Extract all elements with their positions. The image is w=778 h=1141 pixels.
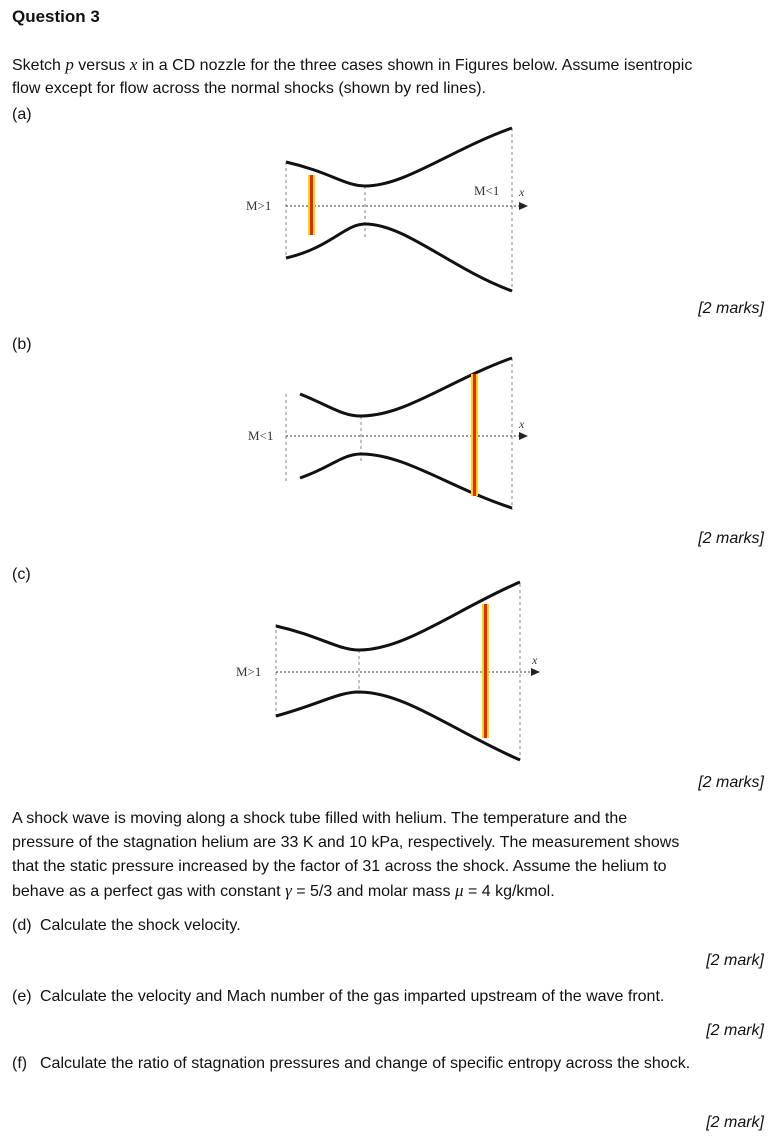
part-d-marks: [2 mark] (706, 952, 764, 969)
paragraph-line-1: A shock wave is moving along a shock tube filled with helium. The temperature and the (12, 810, 628, 827)
left-mach-label: M>1 (246, 198, 272, 213)
mu-symbol: μ (454, 881, 464, 900)
lower-nozzle-wall (300, 454, 512, 508)
right-mach-label: M<1 (474, 183, 500, 198)
intro-line-2: flow except for flow across the normal shocks (shown by red lines). (12, 80, 486, 97)
part-d (12, 914, 764, 938)
gamma-symbol: γ (285, 881, 292, 900)
figure-a-marks: [2 marks] (698, 300, 764, 317)
var-x: x (129, 55, 138, 74)
normal-shock-line (310, 175, 313, 235)
intro-text-2: versus (73, 57, 130, 74)
paragraph-line-2: pressure of the stagnation helium are 33 K and 10 kPa, respectively. The measurement shows (12, 834, 680, 851)
intro-line-1 (12, 54, 692, 77)
figure-b-label: (b) (12, 336, 32, 353)
upper-nozzle-wall (300, 358, 512, 416)
part-f-text: Calculate the ratio of stagnation pressures and change of specific entropy across the shock. (40, 1055, 691, 1072)
intro-text-3: in a CD nozzle for the three cases shown in Figures below. Assume isentropic (137, 57, 693, 74)
part-f-marks: [2 mark] (706, 1114, 764, 1131)
upper-nozzle-wall (286, 128, 512, 186)
paragraph-text-4a: behave as a perfect gas with constant (12, 883, 286, 900)
nozzle-figure-a (230, 120, 540, 295)
paragraph-line-3: that the static pressure increased by the factor of 31 across the shock. Assume the helium to (12, 858, 667, 875)
normal-shock-line (473, 374, 476, 496)
part-e-text: Calculate the velocity and Mach number of the gas imparted upstream of the wave front. (40, 988, 665, 1005)
question-title: Question 3 (12, 7, 100, 26)
axis-arrow (519, 432, 528, 440)
axis-x-label: x (519, 417, 525, 431)
normal-shock-line (484, 604, 487, 738)
part-e-marks: [2 mark] (706, 1022, 764, 1039)
axis-arrow (519, 202, 528, 210)
nozzle-figure-c (230, 580, 550, 770)
var-p: p (65, 55, 74, 74)
part-d-text: Calculate the shock velocity. (40, 917, 241, 934)
axis-x-label: x (532, 653, 538, 667)
lower-nozzle-wall (286, 224, 512, 291)
figure-a-label: (a) (12, 106, 32, 123)
left-mach-label: M<1 (248, 428, 274, 443)
left-mach-label: M>1 (236, 664, 262, 679)
part-f (12, 1052, 764, 1100)
part-e-label: (e) (12, 988, 32, 1005)
axis-arrow (531, 668, 540, 676)
part-d-label: (d) (12, 917, 32, 934)
nozzle-figure-b (230, 350, 540, 525)
paragraph-text-4c: = 4 kg/kmol. (463, 883, 555, 900)
figure-c-marks: [2 marks] (698, 774, 764, 791)
figure-c-label: (c) (12, 566, 31, 583)
part-f-label: (f) (12, 1055, 28, 1072)
figure-b-marks: [2 marks] (698, 530, 764, 547)
axis-x-label: x (519, 185, 525, 199)
intro-text-1: Sketch (12, 57, 66, 74)
part-e (12, 985, 764, 1009)
paragraph-text-4b: = 5/3 and molar mass (291, 883, 455, 900)
paragraph-line-4 (12, 880, 555, 903)
